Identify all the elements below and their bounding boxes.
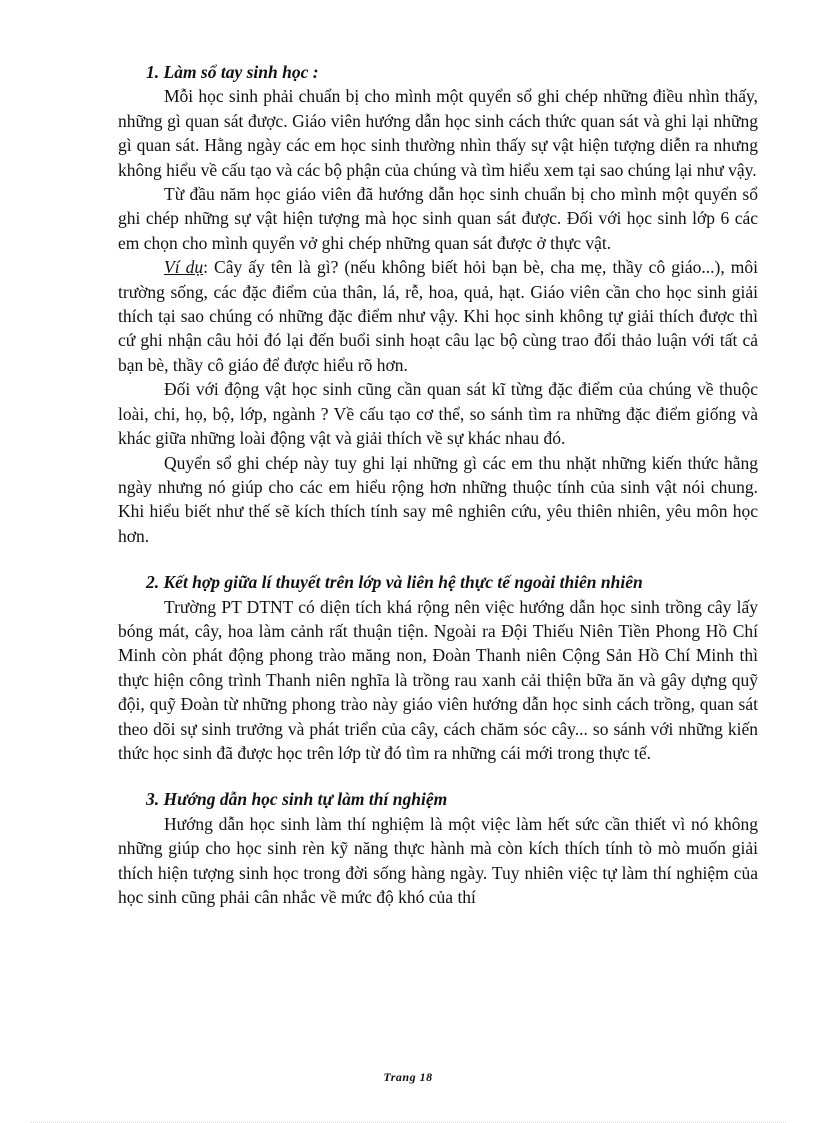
example-label: Ví dụ [164, 257, 204, 278]
section-spacer [118, 548, 758, 570]
section-1-heading: 1. Làm sổ tay sinh học : [146, 62, 319, 82]
section-1-paragraph-5: Quyển sổ ghi chép này tuy ghi lại những gì các em thu nhặt những kiến thức hằng ngày nhưng nó giúp cho các em hiểu rộng hơn những thuộc tính của sinh vật nói chung. Khi hiểu biết như thế sẽ kích thích tính say mê nghiên cứu, yêu thiên nhiên, yêu môn học hơn. [118, 452, 758, 546]
section-spacer [118, 765, 758, 787]
section-3-paragraph-1: Hướng dẫn học sinh làm thí nghiệm là một việc làm hết sức cần thiết vì nó không những giúp cho học sinh rèn kỹ năng thực hành mà còn kích thích tính tò mò muốn giải thích hiện tượng sinh học trong đời sống hàng ngày. Tuy nhiên việc tự làm thí nghiệm của học sinh cũng phải cân nhắc về mức độ khó của thí [118, 813, 758, 907]
example-text: : Cây ấy tên là gì? (nếu không biết hỏi bạn bè, cha mẹ, thầy cô giáo...), môi trường sống, các đặc điểm của thân, lá, rễ, hoa, quả, hạt. Giáo viên cần cho học sinh giải thích tại sao chúng có những đặc điểm như vậy. Khi học sinh không tự giải thích được thì cứ ghi nhận câu hỏi đó lại đến buổi sinh hoạt câu lạc bộ cùng trao đổi thảo luận với tất cả bạn bè, thầy cô giáo để được hiểu rõ hơn. [118, 257, 758, 375]
section-1-paragraph-3 [118, 255, 758, 377]
page-number: Trang 18 [383, 1070, 433, 1084]
section-1-paragraph-2: Từ đầu năm học giáo viên đã hướng dẫn học sinh chuẩn bị cho mình một quyển sổ ghi chép những sự vật hiện tượng mà học sinh quan sát được. Đối với học sinh lớp 6 các em chọn cho mình quyển vở ghi chép những quan sát được ở thực vật. [118, 184, 758, 253]
section-1-paragraph-1: Mỗi học sinh phải chuẩn bị cho mình một quyển sổ ghi chép những điều nhìn thấy, những gì quan sát được. Giáo viên hướng dẫn học sinh cách thức quan sát và ghi lại những gì quan sát. Hằng ngày các em học sinh thường nhìn thấy sự vật hiện tượng diễn ra nhưng không hiểu về cấu tạo và các bộ phận của chúng và tìm hiểu xem tại sao chúng lại như vậy. [118, 86, 758, 180]
section-1-paragraph-4: Đối với động vật học sinh cũng cần quan sát kĩ từng đặc điểm của chúng về thuộc loài, chi, họ, bộ, lớp, ngành ? Về cấu tạo cơ thể, so sánh tìm ra những đặc điểm giống và khác giữa những loài động vật và giải thích về sự khác nhau đó. [118, 379, 758, 449]
section-2-heading: 2. Kết hợp giữa lí thuyết trên lớp và liên hệ thực tế ngoài thiên nhiên [146, 572, 643, 593]
section-2-paragraph-1: Trường PT DTNT có diện tích khá rộng nên việc hướng dẫn học sinh trồng cây lấy bóng mát, cây, hoa làm cảnh rất thuận tiện. Ngoài ra Đội Thiếu Niên Tiền Phong Hồ Chí Minh còn phát động phong trào măng non, Đoàn Thanh niên Cộng Sản Hồ Chí Minh thì thực hiện công trình Thanh niên nghĩa là trồng rau xanh cải thiện bữa ăn và gây dựng quỹ đội, quỹ Đoàn từ những phong trào này giáo viên hướng dẫn học sinh cách trồng, quan sát theo dõi sự sinh trưởng và phát triển của cây, cách chăm sóc cây... so sánh với những kiến thức học sinh đã được học trên lớp từ đó tìm ra những cái mới trong thực tế. [118, 596, 758, 763]
section-3-heading: 3. Hướng dẫn học sinh tự làm thí nghiệm [146, 789, 448, 810]
document-page [118, 60, 758, 909]
